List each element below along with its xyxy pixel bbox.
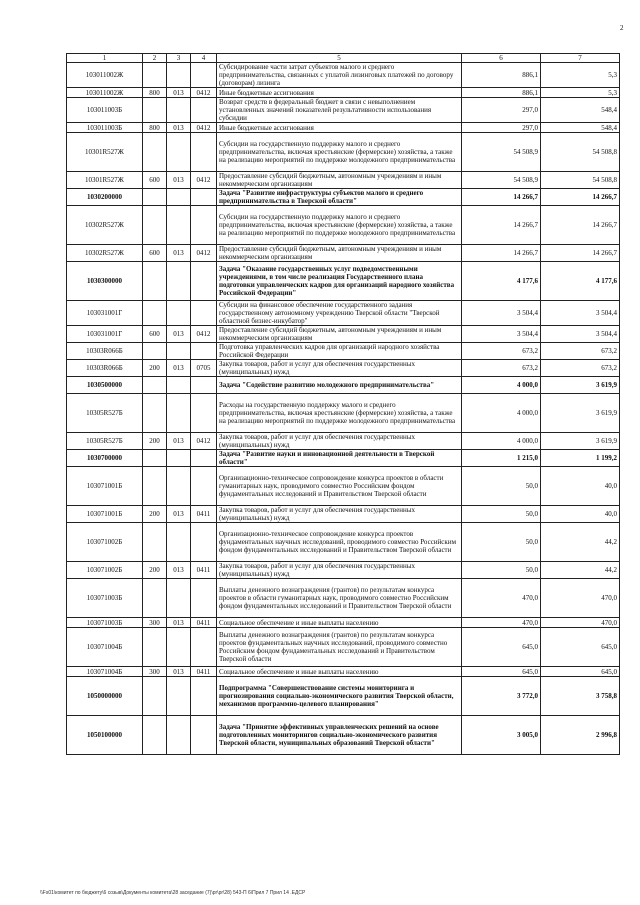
row-vr-cell — [143, 523, 167, 562]
row-code-cell: 103011003Б — [67, 123, 143, 133]
row-name-cell: Субсидии на государственную поддержку малого и среднего предпринимательства, включая крестьянские (фермерские) хозяйства, а также на реализацию мероприятий по поддержке молодежного предпринимательства — [217, 206, 462, 245]
header-cell: 5 — [217, 54, 462, 63]
row-value-cell: 3 772,0 — [462, 677, 541, 716]
row-rz-cell — [167, 206, 191, 245]
row-value-cell: 44,2 — [541, 523, 620, 562]
row-vr-cell — [143, 63, 167, 88]
row-vr-cell: 800 — [143, 88, 167, 98]
table-row — [67, 450, 620, 467]
row-code-cell: 10302R527Ж — [67, 206, 143, 245]
row-rz-cell: 013 — [167, 360, 191, 377]
page-number: 2 — [620, 24, 624, 32]
row-value-cell: 50,0 — [462, 506, 541, 523]
row-value-cell: 1 215,0 — [462, 450, 541, 467]
row-pr-cell — [191, 467, 217, 506]
row-pr-cell: 0411 — [191, 667, 217, 677]
row-value-cell: 1 199,2 — [541, 450, 620, 467]
row-code-cell: 103011003Б — [67, 98, 143, 123]
table-row — [67, 506, 620, 523]
row-rz-cell — [167, 301, 191, 326]
row-name-cell: Организационно-техническое сопровождение конкурса проектов фундаментальных научных исследований, проводимого совместно Российским фондом фундаментальных исследований и Правительством Тверской области — [217, 523, 462, 562]
row-code-cell: 103071002Б — [67, 523, 143, 562]
row-value-cell: 548,4 — [541, 123, 620, 133]
row-code-cell: 103031001Г — [67, 326, 143, 343]
row-name-cell: Закупка товаров, работ и услуг для обеспечения государственных (муниципальных) нужд — [217, 506, 462, 523]
row-name-cell: Задача "Развитие науки и инновационной деятельности в Тверской области" — [217, 450, 462, 467]
row-rz-cell: 013 — [167, 433, 191, 450]
row-value-cell: 886,1 — [462, 63, 541, 88]
row-name-cell: Социальное обеспечение и иные выплаты населению — [217, 667, 462, 677]
row-pr-cell: 0412 — [191, 123, 217, 133]
table-row — [67, 189, 620, 206]
row-value-cell: 14 266,7 — [462, 206, 541, 245]
row-rz-cell: 013 — [167, 506, 191, 523]
row-code-cell: 10302R527Ж — [67, 245, 143, 262]
table-row — [67, 677, 620, 716]
row-value-cell: 470,0 — [462, 618, 541, 628]
table-row — [67, 667, 620, 677]
row-value-cell: 673,2 — [541, 360, 620, 377]
row-code-cell: 103011002Ж — [67, 63, 143, 88]
row-value-cell: 54 508,9 — [462, 133, 541, 172]
row-code-cell: 10301R527Ж — [67, 172, 143, 189]
row-vr-cell — [143, 133, 167, 172]
row-pr-cell: 0412 — [191, 433, 217, 450]
row-value-cell: 3 005,0 — [462, 716, 541, 755]
row-value-cell: 3 504,4 — [462, 326, 541, 343]
table-row — [67, 377, 620, 394]
row-rz-cell — [167, 467, 191, 506]
row-rz-cell — [167, 189, 191, 206]
row-vr-cell — [143, 467, 167, 506]
header-cell: 2 — [143, 54, 167, 63]
row-pr-cell: 0411 — [191, 562, 217, 579]
row-name-cell: Субсидии на государственную поддержку малого и среднего предпринимательства, включая крестьянские (фермерские) хозяйства, а также на реализацию мероприятий по поддержке молодежного предпринимательства — [217, 133, 462, 172]
row-vr-cell — [143, 677, 167, 716]
table-row — [67, 245, 620, 262]
row-rz-cell — [167, 133, 191, 172]
row-name-cell: Задача "Оказание государственных услуг подведомственными учреждениями, в том числе реализация Государственного плана подготовки управленческих кадров для организаций народного хозяйства Российской Федерации" — [217, 262, 462, 301]
row-pr-cell — [191, 98, 217, 123]
row-pr-cell — [191, 189, 217, 206]
row-vr-cell: 300 — [143, 667, 167, 677]
row-name-cell: Субсидирование части затрат субъектов малого и среднего предпринимательства, связанных с уплатой лизинговых платежей по договору (договорам) лизинга — [217, 63, 462, 88]
row-value-cell: 44,2 — [541, 562, 620, 579]
row-rz-cell: 013 — [167, 172, 191, 189]
row-value-cell: 3 504,4 — [541, 326, 620, 343]
row-value-cell: 645,0 — [541, 667, 620, 677]
table-row — [67, 618, 620, 628]
row-name-cell: Задача "Содействие развитию молодежного предпринимательства" — [217, 377, 462, 394]
row-value-cell: 40,0 — [541, 467, 620, 506]
row-value-cell: 4 000,0 — [462, 394, 541, 433]
row-vr-cell — [143, 450, 167, 467]
row-pr-cell: 0412 — [191, 88, 217, 98]
row-name-cell: Задача "Развитие инфраструктуры субъектов малого и среднего предпринимательства в Тверской области" — [217, 189, 462, 206]
table-row — [67, 467, 620, 506]
row-vr-cell — [143, 301, 167, 326]
row-name-cell: Возврат средств в федеральный бюджет в связи с невыполнением установленных значений показателей результативности использования субсидии — [217, 98, 462, 123]
row-value-cell: 3 504,4 — [462, 301, 541, 326]
row-value-cell: 470,0 — [541, 579, 620, 618]
row-value-cell: 673,2 — [541, 343, 620, 360]
row-vr-cell: 200 — [143, 506, 167, 523]
table-row — [67, 326, 620, 343]
row-rz-cell — [167, 523, 191, 562]
row-vr-cell — [143, 343, 167, 360]
row-rz-cell — [167, 262, 191, 301]
row-rz-cell — [167, 343, 191, 360]
row-pr-cell — [191, 628, 217, 667]
row-value-cell: 14 266,7 — [541, 206, 620, 245]
row-name-cell: Субсидии на финансовое обеспечение государственного задания государственному автономному учреждению Тверской области "Тверской областной бизнес-инкубатор" — [217, 301, 462, 326]
row-rz-cell — [167, 716, 191, 755]
table-row — [67, 206, 620, 245]
table-row — [67, 172, 620, 189]
row-vr-cell: 200 — [143, 433, 167, 450]
row-pr-cell — [191, 579, 217, 618]
row-code-cell: 103071003Б — [67, 618, 143, 628]
row-value-cell: 3 504,4 — [541, 301, 620, 326]
budget-table — [66, 53, 620, 755]
row-name-cell: Задача "Принятие эффективных управленческих решений на основе подготовленных мониторингов социально-экономического развития Тверской области, муниципальных образований Тверской области" — [217, 716, 462, 755]
row-pr-cell — [191, 716, 217, 755]
row-name-cell: Закупка товаров, работ и услуг для обеспечения государственных (муниципальных) нужд — [217, 433, 462, 450]
file-path-footer: \\Fs01\комитет по бюджету\6 созыв\Документы комитета\28 заседание (7)\pr\pr\28) 543-П 6\Прил 7 Прил 14 .ЕДСР — [40, 890, 306, 896]
row-value-cell: 14 266,7 — [462, 189, 541, 206]
row-vr-cell — [143, 716, 167, 755]
row-name-cell: Предоставление субсидий бюджетным, автономным учреждениям и иным некоммерческим организациям — [217, 172, 462, 189]
row-rz-cell: 013 — [167, 88, 191, 98]
row-code-cell: 10301R527Ж — [67, 133, 143, 172]
table-row — [67, 579, 620, 618]
row-value-cell: 645,0 — [541, 628, 620, 667]
table-row — [67, 628, 620, 667]
row-value-cell: 5,3 — [541, 63, 620, 88]
row-value-cell: 297,0 — [462, 98, 541, 123]
row-pr-cell: 0705 — [191, 360, 217, 377]
row-pr-cell: 0412 — [191, 245, 217, 262]
row-value-cell: 297,0 — [462, 123, 541, 133]
row-value-cell: 14 266,7 — [462, 245, 541, 262]
table-row — [67, 133, 620, 172]
header-cell: 1 — [67, 54, 143, 63]
table-row — [67, 360, 620, 377]
table-row — [67, 262, 620, 301]
row-pr-cell: 0412 — [191, 172, 217, 189]
row-vr-cell — [143, 377, 167, 394]
row-name-cell: Подготовка управленческих кадров для организаций народного хозяйства Российской Федерации — [217, 343, 462, 360]
row-code-cell: 103011002Ж — [67, 88, 143, 98]
header-cell: 6 — [462, 54, 541, 63]
row-rz-cell: 013 — [167, 326, 191, 343]
row-code-cell: 10305R527Б — [67, 433, 143, 450]
row-pr-cell — [191, 450, 217, 467]
row-pr-cell: 0411 — [191, 618, 217, 628]
row-name-cell: Выплаты денежного вознаграждения (грантов) по результатам конкурса проектов фундаментальных научных исследований, проводимого совместно Российским фондом фундаментальных исследований и Правительством Тверской области — [217, 628, 462, 667]
row-name-cell: Организационно-техническое сопровождение конкурса проектов в области гуманитарных наук, проводимого совместно Российским фондом фундаментальных исследований и Правительством Тверской области — [217, 467, 462, 506]
row-pr-cell — [191, 377, 217, 394]
row-value-cell: 3 619,9 — [541, 433, 620, 450]
row-rz-cell: 013 — [167, 618, 191, 628]
row-name-cell: Выплаты денежного вознаграждения (грантов) по результатам конкурса проектов в области гуманитарных наук, проводимого совместно Российским фондом фундаментальных исследований и Правительством Тверской области — [217, 579, 462, 618]
row-vr-cell: 200 — [143, 360, 167, 377]
row-value-cell: 470,0 — [541, 618, 620, 628]
row-rz-cell — [167, 63, 191, 88]
row-value-cell: 4 177,6 — [541, 262, 620, 301]
row-name-cell: Предоставление субсидий бюджетным, автономным учреждениям и иным некоммерческим организациям — [217, 326, 462, 343]
table-header-row — [67, 54, 620, 63]
row-rz-cell — [167, 677, 191, 716]
row-rz-cell — [167, 377, 191, 394]
row-vr-cell: 200 — [143, 562, 167, 579]
row-pr-cell: 0412 — [191, 326, 217, 343]
row-value-cell: 3 619,9 — [541, 377, 620, 394]
row-value-cell: 54 508,8 — [541, 172, 620, 189]
row-pr-cell: 0411 — [191, 506, 217, 523]
row-code-cell: 10303R066Б — [67, 360, 143, 377]
row-vr-cell — [143, 579, 167, 618]
row-rz-cell: 013 — [167, 667, 191, 677]
row-rz-cell: 013 — [167, 562, 191, 579]
row-vr-cell — [143, 98, 167, 123]
row-name-cell: Иные бюджетные ассигнования — [217, 88, 462, 98]
row-code-cell: 103031001Г — [67, 301, 143, 326]
row-pr-cell — [191, 133, 217, 172]
row-value-cell: 3 619,9 — [541, 394, 620, 433]
row-pr-cell — [191, 301, 217, 326]
row-code-cell: 103071001Б — [67, 467, 143, 506]
row-value-cell: 548,4 — [541, 98, 620, 123]
row-value-cell: 645,0 — [462, 667, 541, 677]
row-value-cell: 14 266,7 — [541, 245, 620, 262]
row-value-cell: 5,3 — [541, 88, 620, 98]
row-vr-cell — [143, 189, 167, 206]
table-row — [67, 301, 620, 326]
row-vr-cell: 600 — [143, 245, 167, 262]
row-code-cell: 10303R066Б — [67, 343, 143, 360]
table-row — [67, 394, 620, 433]
row-rz-cell — [167, 394, 191, 433]
row-pr-cell — [191, 262, 217, 301]
header-cell: 3 — [167, 54, 191, 63]
row-value-cell: 645,0 — [462, 628, 541, 667]
table-row — [67, 123, 620, 133]
header-cell: 7 — [541, 54, 620, 63]
row-code-cell: 103071004Б — [67, 628, 143, 667]
row-value-cell: 886,1 — [462, 88, 541, 98]
row-code-cell: 1050000000 — [67, 677, 143, 716]
row-value-cell: 4 177,6 — [462, 262, 541, 301]
row-value-cell: 470,0 — [462, 579, 541, 618]
row-pr-cell — [191, 343, 217, 360]
row-name-cell: Иные бюджетные ассигнования — [217, 123, 462, 133]
table-row — [67, 562, 620, 579]
row-vr-cell — [143, 394, 167, 433]
table-row — [67, 63, 620, 88]
row-code-cell: 103071002Б — [67, 562, 143, 579]
row-value-cell: 54 508,9 — [462, 172, 541, 189]
row-code-cell: 10305R527Б — [67, 394, 143, 433]
row-value-cell: 4 000,0 — [462, 377, 541, 394]
row-pr-cell — [191, 63, 217, 88]
row-vr-cell: 300 — [143, 618, 167, 628]
row-code-cell: 1030700000 — [67, 450, 143, 467]
row-value-cell: 50,0 — [462, 467, 541, 506]
row-vr-cell — [143, 206, 167, 245]
row-name-cell: Закупка товаров, работ и услуг для обеспечения государственных (муниципальных) нужд — [217, 360, 462, 377]
row-value-cell: 50,0 — [462, 562, 541, 579]
row-rz-cell: 013 — [167, 245, 191, 262]
row-value-cell: 2 996,8 — [541, 716, 620, 755]
row-value-cell: 3 758,8 — [541, 677, 620, 716]
row-pr-cell — [191, 206, 217, 245]
row-value-cell: 54 508,8 — [541, 133, 620, 172]
row-name-cell: Социальное обеспечение и иные выплаты населению — [217, 618, 462, 628]
row-rz-cell — [167, 450, 191, 467]
row-rz-cell — [167, 628, 191, 667]
table-row — [67, 343, 620, 360]
row-vr-cell — [143, 628, 167, 667]
row-code-cell: 103071004Б — [67, 667, 143, 677]
row-vr-cell: 600 — [143, 172, 167, 189]
header-cell: 4 — [191, 54, 217, 63]
row-name-cell: Расходы на государственную поддержку малого и среднего предпринимательства, включая крестьянские (фермерские) хозяйства, а также на реализацию мероприятий по поддержке молодежного предпринимательства — [217, 394, 462, 433]
table-row — [67, 523, 620, 562]
row-code-cell: 1030500000 — [67, 377, 143, 394]
row-rz-cell: 013 — [167, 123, 191, 133]
row-code-cell: 1030200000 — [67, 189, 143, 206]
row-name-cell: Закупка товаров, работ и услуг для обеспечения государственных (муниципальных) нужд — [217, 562, 462, 579]
row-vr-cell: 800 — [143, 123, 167, 133]
row-name-cell: Подпрограмма "Совершенствование системы мониторинга и прогнозирования социально-экономического развития Тверской области, механизмов программно-целевого планирования" — [217, 677, 462, 716]
row-value-cell: 673,2 — [462, 343, 541, 360]
table-row — [67, 98, 620, 123]
row-value-cell: 673,2 — [462, 360, 541, 377]
row-code-cell: 1050100000 — [67, 716, 143, 755]
row-vr-cell: 600 — [143, 326, 167, 343]
row-code-cell: 103071001Б — [67, 506, 143, 523]
row-value-cell: 50,0 — [462, 523, 541, 562]
row-value-cell: 4 000,0 — [462, 433, 541, 450]
row-code-cell: 103071003Б — [67, 579, 143, 618]
row-code-cell: 1030300000 — [67, 262, 143, 301]
table-row — [67, 433, 620, 450]
row-vr-cell — [143, 262, 167, 301]
row-rz-cell — [167, 579, 191, 618]
table-row — [67, 716, 620, 755]
row-rz-cell — [167, 98, 191, 123]
row-pr-cell — [191, 394, 217, 433]
row-name-cell: Предоставление субсидий бюджетным, автономным учреждениям и иным некоммерческим организациям — [217, 245, 462, 262]
row-value-cell: 40,0 — [541, 506, 620, 523]
table-row — [67, 88, 620, 98]
row-pr-cell — [191, 677, 217, 716]
row-value-cell: 14 266,7 — [541, 189, 620, 206]
row-pr-cell — [191, 523, 217, 562]
